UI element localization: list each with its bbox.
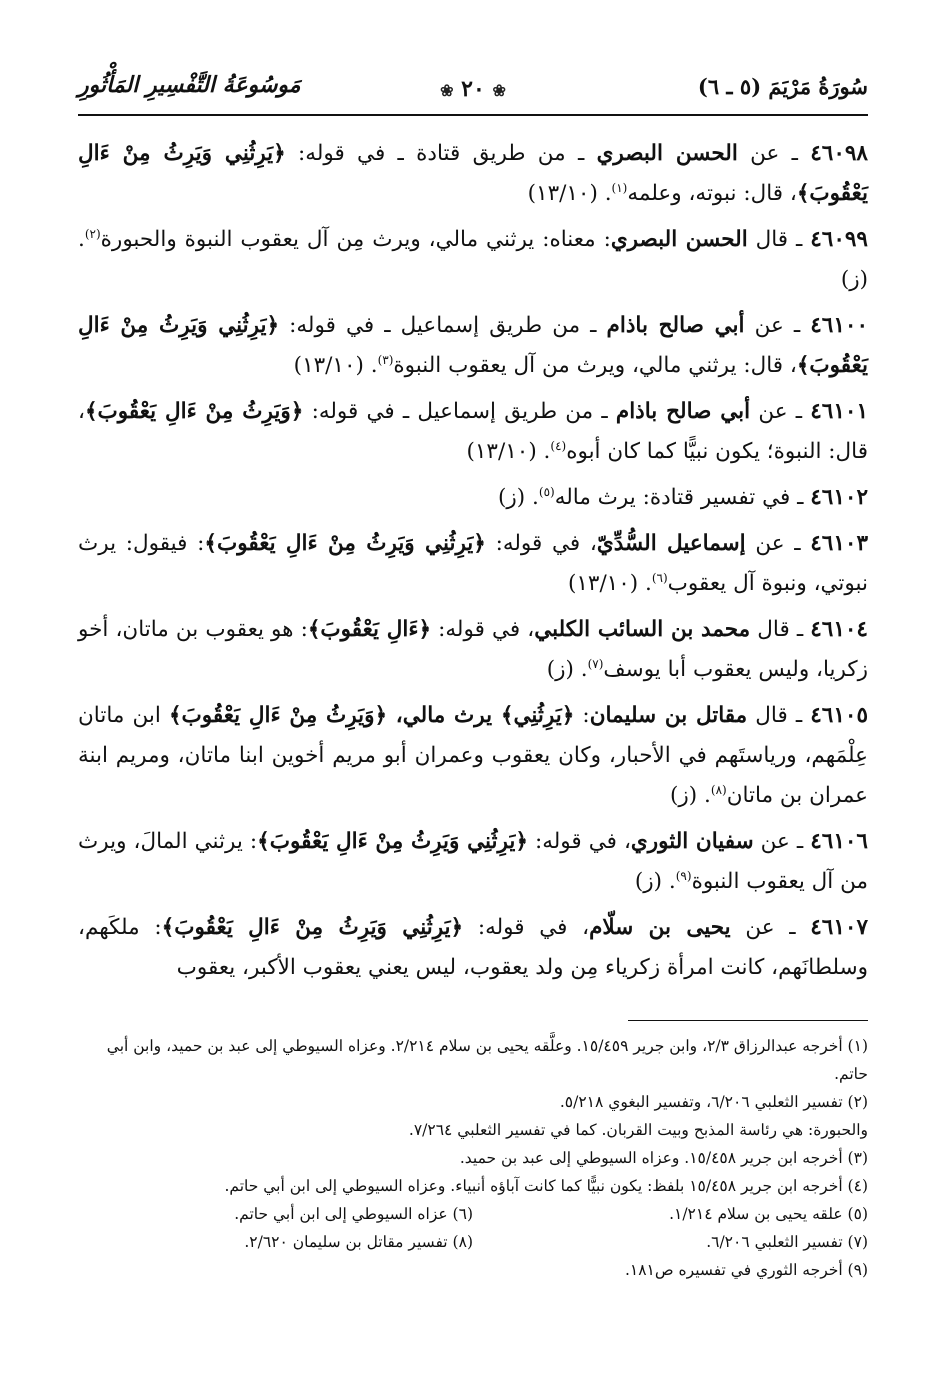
footnote: (٢) تفسير الثعلبي ٦/٢٠٦، وتفسير البغوي ٥/٢١٨. bbox=[559, 1093, 868, 1111]
footnote-marker: (٦) bbox=[651, 570, 668, 585]
footnote: (٥) علقه يحيى بن سلام ١/٢١٤. bbox=[669, 1205, 868, 1223]
footnote: (٣) أخرجه ابن جرير ١٥/٤٥٨. وعزاه السيوطي إلى عبد بن حميد. bbox=[459, 1149, 868, 1167]
quran-verse: ﴿يَرِثُنِي﴾ يرث مالي، ﴿وَيَرِثُ مِنْ ءَالِ يَعْقُوبَ﴾ bbox=[168, 703, 575, 728]
narration-entry bbox=[78, 524, 868, 604]
entry-text: . bbox=[697, 783, 711, 808]
footnote: (٧) تفسير الثعلبي ٦/٢٠٦. bbox=[706, 1233, 868, 1251]
entry-number: ٤٦٠٩٨ bbox=[810, 141, 868, 166]
narration-entry bbox=[78, 908, 868, 988]
narration-entry bbox=[78, 696, 868, 816]
entry-number: ٤٦١٠٤ bbox=[810, 617, 868, 642]
volume-reference: (ز) bbox=[670, 783, 698, 808]
entry-text: . bbox=[363, 353, 378, 378]
volume-reference: (١٣/١٠) bbox=[567, 571, 639, 596]
ornament-icon: ❀ bbox=[440, 81, 454, 100]
entry-text: . bbox=[536, 439, 551, 464]
entry-text: . bbox=[78, 227, 85, 252]
entry-text: : bbox=[574, 703, 590, 728]
entry-text: ـ من طريق قتادة ـ في قوله: bbox=[285, 141, 597, 166]
narration-entry bbox=[78, 392, 868, 472]
entry-number: ٤٦١٠١ bbox=[810, 399, 868, 424]
volume-reference: (ز) bbox=[634, 869, 663, 894]
entry-text: ـ قال bbox=[747, 703, 811, 728]
entry-number: ٤٦١٠٧ bbox=[810, 915, 868, 940]
narrator-name: الحسن البصري bbox=[596, 141, 738, 166]
entry-text: . bbox=[662, 869, 676, 894]
footnote-marker: (٣) bbox=[377, 352, 394, 367]
footnote-row bbox=[78, 1200, 868, 1228]
entry-text: ـ عن bbox=[730, 915, 811, 940]
entry-text: ، في قوله: bbox=[463, 915, 590, 940]
footnote-marker: (٨) bbox=[710, 782, 727, 797]
entry-text: ابن ماتان عِلْمَهم، ورياستَهم في الأحبار، وكان يعقوب وعمران أبو مريم أخوين ابنا ماتان، ومريم ابنة عمران بن ماتان bbox=[78, 703, 868, 808]
volume-reference: (١٣/١٠) bbox=[466, 439, 537, 464]
volume-reference: (١٣/١٠) bbox=[527, 181, 598, 206]
narrator-name: إسماعيل السُّدِّيّ bbox=[596, 531, 746, 556]
narration-entry bbox=[78, 220, 868, 300]
narration-entry bbox=[78, 134, 868, 214]
entry-text: ـ عن bbox=[750, 399, 811, 424]
entry-text: ، قال: يرثني مالي، ويرث من آل يعقوب النبوة bbox=[393, 353, 797, 378]
entry-text: . bbox=[638, 571, 652, 596]
footnote: (٤) أخرجه ابن جرير ١٥/٤٥٨ بلفظ: يكون نبيًّا كما كانت آباؤه أنبياء. وعزاه السيوطي إلى ابن أبي حاتم. bbox=[224, 1177, 868, 1195]
narrator-name: الحسن البصري bbox=[610, 227, 748, 252]
entry-text: ، قال: النبوة؛ يكون نبيًّا كما كان أبوه bbox=[78, 399, 868, 464]
entry-text: ـ عن bbox=[745, 531, 811, 556]
footnote-marker: (١) bbox=[611, 180, 628, 195]
quran-verse: ﴿يَرِثُنِي وَيَرِثُ مِنْ ءَالِ يَعْقُوبَ﴾ bbox=[161, 915, 464, 940]
entry-text: : ملكَهم، وسلطانَهم، كانت امرأة زكرياء مِن ولد يعقوب، ليس يعني يعقوب الأكبر، يعقوب bbox=[78, 915, 868, 980]
entry-text: ، في قوله: bbox=[527, 829, 631, 854]
volume-reference: (١٣/١٠) bbox=[293, 353, 364, 378]
entry-text: ، في قوله: bbox=[431, 617, 535, 642]
narrator-name: يحيى بن سلّام bbox=[589, 915, 731, 940]
quran-verse: ﴿يَرِثُنِي وَيَرِثُ مِنْ ءَالِ يَعْقُوبَ﴾ bbox=[204, 531, 486, 556]
volume-reference: (ز) bbox=[546, 657, 574, 682]
entry-text: ـ في تفسير bbox=[694, 485, 811, 510]
quran-verse: ﴿ءَالِ يَعْقُوبَ﴾ bbox=[307, 617, 432, 642]
main-text bbox=[78, 134, 868, 994]
entry-text: : هو يعقوب بن ماتان، أخو زكريا، وليس يعقوب أبا يوسف bbox=[78, 617, 868, 682]
entry-number: ٤٦١٠٠ bbox=[810, 313, 868, 338]
entry-text: ـ عن bbox=[744, 313, 811, 338]
footnote: (٩) أخرجه الثوري في تفسيره ص١٨١. bbox=[624, 1261, 868, 1279]
entry-text: ، قال: نبوته، وعلمه bbox=[627, 181, 797, 206]
footnote-row bbox=[78, 1228, 868, 1256]
entry-number: ٤٦٠٩٩ bbox=[810, 227, 868, 252]
footnote-marker: (٢) bbox=[84, 226, 101, 241]
footnote: (٦) عزاه السيوطي إلى ابن أبي حاتم. bbox=[234, 1205, 473, 1223]
entry-number: ٤٦١٠٦ bbox=[810, 829, 868, 854]
footnote: والحبورة: هي رئاسة المذبح وبيت القربان. كما في تفسير الثعلبي ٧/٢٦٤. bbox=[408, 1121, 868, 1139]
entry-text: ، في قوله: bbox=[485, 531, 597, 556]
quran-verse: ﴿يَرِثُنِي وَيَرِثُ مِنْ ءَالِ يَعْقُوبَ﴾ bbox=[78, 313, 868, 378]
footnote-marker: (٩) bbox=[675, 868, 692, 883]
entry-text: . bbox=[597, 181, 612, 206]
narration-entry bbox=[78, 306, 868, 386]
entry-text: . bbox=[525, 485, 539, 510]
entry-text: : معناه: يرثني مالي، ويرث مِن آل يعقوب النبوة والحبورة bbox=[100, 227, 611, 252]
volume-reference: (ز) bbox=[498, 485, 526, 510]
page-header bbox=[78, 66, 868, 118]
entry-text: : فيقول: يرث نبوتي، ونبوة آل يعقوب bbox=[78, 531, 868, 596]
entry-text: ـ عن bbox=[753, 829, 811, 854]
page-number: ٢٠ bbox=[461, 76, 485, 102]
surah-title: سُورَةُ مَرْيَمَ (٥ ـ ٦) bbox=[697, 74, 868, 99]
footnote-divider bbox=[628, 1020, 868, 1021]
narration-entry bbox=[78, 610, 868, 690]
quran-verse: ﴿يَرِثُنِي وَيَرِثُ مِنْ ءَالِ يَعْقُوبَ﴾ bbox=[257, 829, 528, 854]
book-title: مَوسُوعَةُ التَّفْسِيرِ المَأْثُورِ bbox=[78, 72, 301, 98]
entry-text: . bbox=[573, 657, 588, 682]
entry-number: ٤٦١٠٥ bbox=[810, 703, 868, 728]
footnote: (٨) تفسير مقاتل بن سليمان ٢/٦٢٠. bbox=[244, 1233, 473, 1251]
entry-text: قتادة: يرث ماله bbox=[554, 485, 695, 510]
ornament-icon: ❀ bbox=[492, 81, 506, 100]
header-divider bbox=[78, 114, 868, 116]
volume-reference: (ز) bbox=[840, 267, 868, 292]
footnote: (١) أخرجه عبدالرزاق ٢/٣، وابن جرير ١٥/٤٥٩. وعلَّقه يحيى بن سلام ٢/٢١٤. وعزاه السيوطي إلى عبد بن حميد، وابن أبي حاتم. bbox=[106, 1037, 868, 1083]
footnotes bbox=[78, 1032, 868, 1284]
narrator-name: أبي صالح باذام bbox=[606, 313, 745, 338]
quran-verse: ﴿يَرِثُنِي وَيَرِثُ مِنْ ءَالِ يَعْقُوبَ﴾ bbox=[78, 141, 868, 206]
entry-text: ـ قال bbox=[750, 617, 811, 642]
entry-text: : يرثني المالَ، ويرث من آل يعقوب النبوة bbox=[78, 829, 868, 894]
entry-text: ـ من طريق إسماعيل ـ في قوله: bbox=[303, 399, 616, 424]
narrator-name: أبي صالح باذام bbox=[615, 399, 751, 424]
footnote-marker: (٧) bbox=[587, 656, 604, 671]
footnote-marker: (٥) bbox=[538, 484, 555, 499]
entry-number: ٤٦١٠٣ bbox=[810, 531, 868, 556]
footnote-marker: (٤) bbox=[550, 438, 567, 453]
quran-verse: ﴿وَيَرِثُ مِنْ ءَالِ يَعْقُوبَ﴾ bbox=[84, 399, 304, 424]
entry-text: ـ من طريق إسماعيل ـ في قوله: bbox=[279, 313, 607, 338]
entry-text: ـ قال bbox=[747, 227, 811, 252]
narration-entry bbox=[78, 478, 868, 518]
narrator-name: سفيان الثوري bbox=[630, 829, 754, 854]
entry-text: ـ عن bbox=[737, 141, 811, 166]
narrator-name: مقاتل بن سليمان bbox=[589, 703, 748, 728]
narration-entry bbox=[78, 822, 868, 902]
entry-number: ٤٦١٠٢ bbox=[810, 485, 868, 510]
narrator-name: محمد بن السائب الكلبي bbox=[534, 617, 751, 642]
